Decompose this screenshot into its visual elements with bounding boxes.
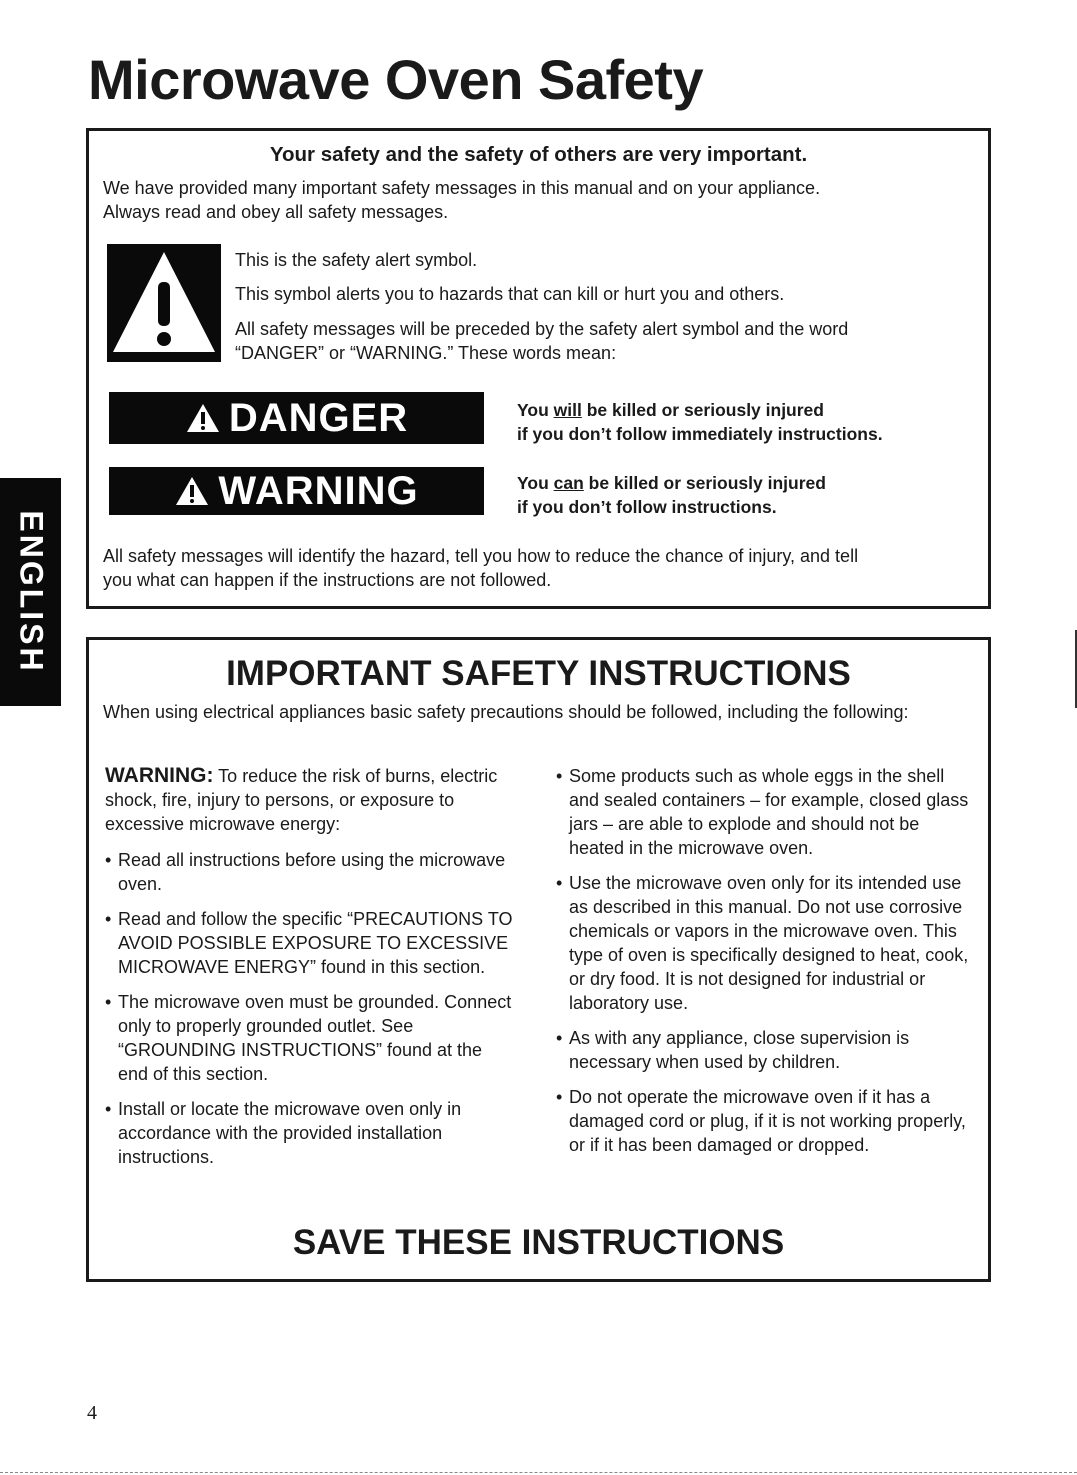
danger-text-post: be killed or seriously injured	[581, 400, 824, 420]
safety-alert-symbol-icon	[107, 244, 221, 362]
closing-line: you what can happen if the instructions are not followed.	[103, 570, 552, 590]
list-item: • Read and follow the specific “PRECAUTIONS TO AVOID POSSIBLE EXPOSURE TO EXCESSIVE MICROWAVE ENERGY” found in this section.	[105, 907, 515, 979]
language-tab	[0, 478, 61, 706]
warning-text: To reduce the risk of burns, electric shock, fire, injury to persons, or exposure to excessive microwave energy:	[105, 766, 498, 834]
instructions-heading: IMPORTANT SAFETY INSTRUCTIONS	[226, 654, 851, 693]
list-item: • Some products such as whole eggs in the shell and sealed containers – for example, closed glass jars – are able to explode and should not be heated in the microwave oven.	[556, 764, 976, 860]
warning-label: WARNING	[218, 468, 419, 513]
danger-label: DANGER	[228, 395, 409, 440]
page-number: 4	[87, 1402, 97, 1424]
list-item: • The microwave oven must be grounded. Connect only to properly grounded outlet. See “GROUNDING INSTRUCTIONS” found at the end of this section.	[105, 990, 515, 1086]
left-column	[105, 764, 515, 1180]
safety-intro-box	[86, 128, 991, 609]
intro-line: Always read and obey all safety messages.	[103, 202, 449, 222]
list-item: • As with any appliance, close supervision is necessary when used by children.	[556, 1026, 976, 1074]
safety-intro-heading: Your safety and the safety of others are very important.	[269, 143, 808, 166]
warning-text-post: be killed or seriously injured	[583, 473, 826, 493]
scan-edge	[0, 1472, 1077, 1473]
intro-line: We have provided many important safety messages in this manual and on your appliance.	[103, 178, 821, 198]
save-instructions-heading: SAVE THESE INSTRUCTIONS	[292, 1223, 785, 1262]
instructions-intro: When using electrical appliances basic safety precautions should be followed, including the following:	[103, 702, 909, 722]
list-item: • Do not operate the microwave oven if it has a damaged cord or plug, if it is not working properly, or if it has been damaged or dropped.	[556, 1085, 976, 1157]
danger-description-line2: if you don’t follow immediately instructions.	[517, 424, 883, 444]
danger-signal-word	[109, 392, 484, 444]
warning-signal-word	[109, 467, 484, 515]
closing-line: All safety messages will identify the hazard, tell you how to reduce the chance of injury, and tell	[103, 546, 859, 566]
warning-lead: WARNING:	[105, 764, 214, 787]
symbol-line: All safety messages will be preceded by the safety alert symbol and the word	[235, 319, 849, 339]
symbol-line: This symbol alerts you to hazards that can kill or hurt you and others.	[235, 284, 785, 304]
page-title: Microwave Oven Safety	[88, 48, 704, 111]
warning-description-line2: if you don’t follow instructions.	[517, 497, 777, 517]
warning-text-pre: You	[517, 473, 554, 493]
list-item: • Install or locate the microwave oven only in accordance with the provided installation instructions.	[105, 1097, 515, 1169]
safety-instructions-box	[86, 637, 991, 1282]
danger-description	[517, 398, 824, 422]
alert-triangle-icon	[174, 475, 210, 507]
alert-triangle-icon	[185, 402, 221, 434]
warning-text-emphasis: can	[553, 473, 584, 493]
warning-paragraph	[105, 764, 515, 836]
right-column	[556, 764, 976, 1168]
danger-text-emphasis: will	[553, 400, 582, 420]
language-tab-label: ENGLISH	[13, 510, 49, 674]
symbol-line: “DANGER” or “WARNING.” These words mean:	[235, 343, 617, 363]
danger-text-pre: You	[517, 400, 554, 420]
warning-description	[517, 471, 826, 495]
symbol-line: This is the safety alert symbol.	[235, 250, 478, 270]
list-item: • Read all instructions before using the microwave oven.	[105, 848, 515, 896]
list-item: • Use the microwave oven only for its intended use as described in this manual. Do not use corrosive chemicals or vapors in the microwave oven. This type of oven is specifically designed to heat, cook, or dry food. It is not designed for industrial or laboratory use.	[556, 871, 976, 1015]
